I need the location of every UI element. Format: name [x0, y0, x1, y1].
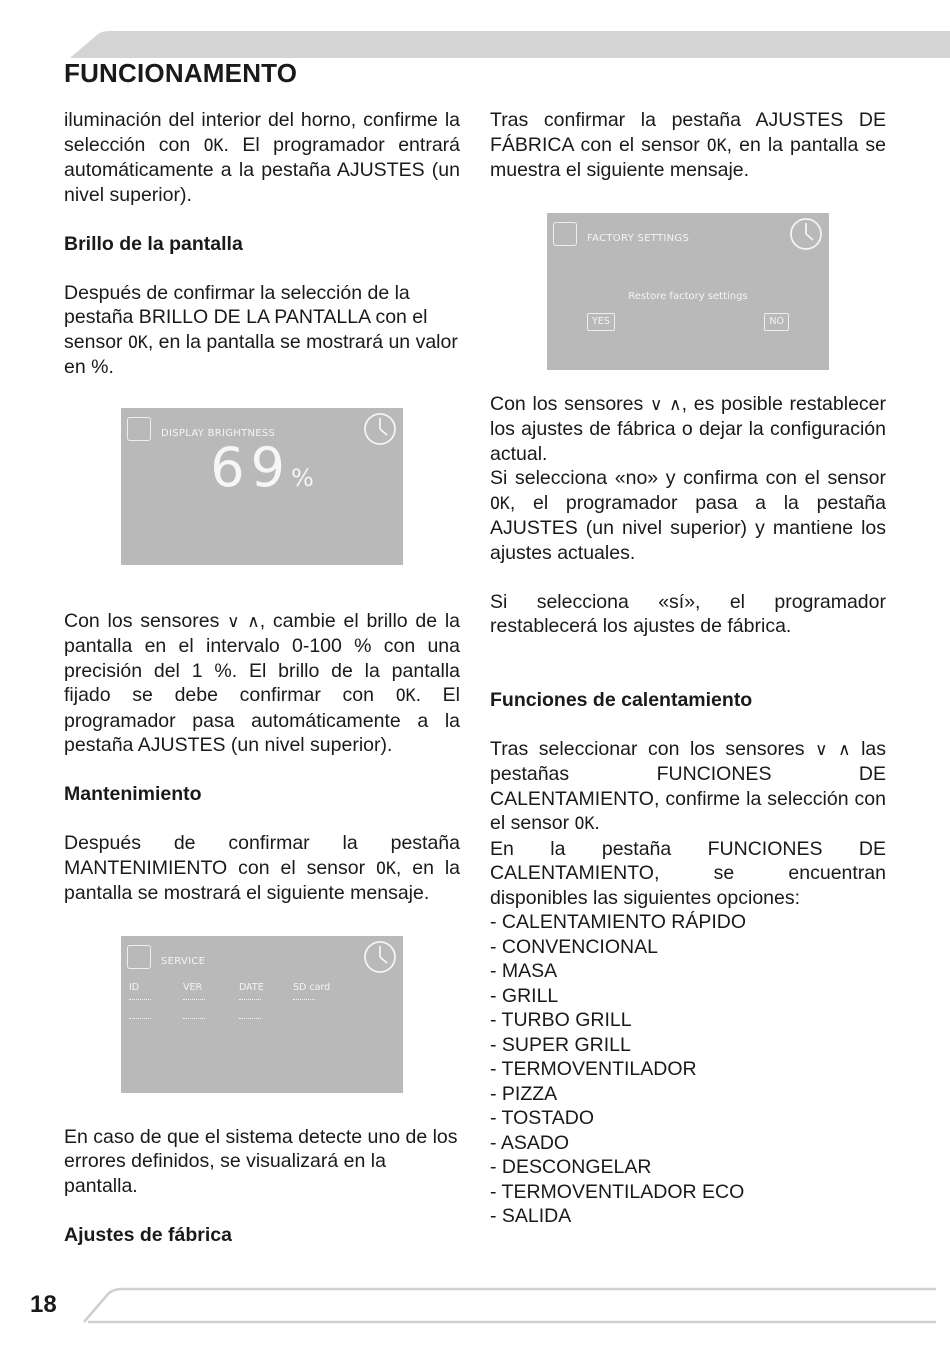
footer-band [80, 1286, 940, 1326]
list-item: - TURBO GRILL [490, 1009, 632, 1031]
paragraph: Tras confirmar la pestaña AJUSTES DE FÁBRICA con el sensor OK, en la pantalla se muestra el siguiente mensaje. [490, 109, 886, 181]
right-column [490, 108, 886, 1229]
clock-icon [363, 412, 397, 446]
service-col-id: ID [129, 981, 140, 993]
service-col-sdcard: SD card [293, 981, 331, 993]
paragraph: Si selecciona «no» y confirma con el sensor OK, el programador pasa a la pestaña AJUSTES (un nivel superior) y mantiene los ajustes actuales. [490, 467, 886, 564]
no-button[interactable]: NO [764, 313, 789, 331]
list-item: - SALIDA [490, 1205, 572, 1227]
yes-button[interactable]: YES [587, 313, 615, 331]
display-brightness-screen [121, 408, 403, 565]
paragraph: Después de confirmar la pestaña MANTENIMIENTO con el sensor OK, en la pantalla se mostrará el siguiente mensaje. [64, 832, 460, 904]
screen-title: FACTORY SETTINGS [587, 232, 690, 244]
restore-message: Restore factory settings [628, 290, 748, 302]
section-heading-brillo: Brillo de la pantalla [64, 232, 243, 255]
paragraph: Con los sensores ∨ ∧, cambie el brillo de la pantalla en el intervalo 0-100 % con una precisión del 1 %. El brillo de la pantalla fijado se debe confirmar con OK. El programador pasa automáticamente a la pestaña AJUSTES (un nivel superior). [64, 609, 461, 756]
paragraph: Con los sensores ∨ ∧, es posible restablecer los ajustes de fábrica o dejar la configuración actual. [490, 392, 887, 465]
screen-title: DISPLAY BRIGHTNESS [161, 427, 276, 439]
factory-settings-screen [547, 213, 829, 370]
clock-icon [789, 217, 823, 251]
list-item: - TOSTADO [490, 1107, 595, 1129]
paragraph: Después de confirmar la selección de la pestaña BRILLO DE LA PANTALLA con el sensor OK, en la pantalla se mostrará un valor en %. [64, 281, 458, 378]
list-item: - GRILL [490, 984, 559, 1007]
list-item: - ASADO [490, 1131, 570, 1154]
checkbox-icon [127, 417, 151, 441]
paragraph: En la pestaña FUNCIONES DE CALENTAMIENTO, se encuentran disponibles las siguientes opciones: [490, 837, 886, 909]
header-band [0, 0, 950, 62]
list-item: - SUPER GRILL [490, 1033, 631, 1056]
screen-title: SERVICE [161, 955, 206, 967]
service-col-ver: VER [183, 981, 203, 993]
down-chevron-icon: ∨ [227, 611, 240, 632]
paragraph: Tras seleccionar con los sensores ∨ ∧ las pestañas FUNCIONES DE CALENTAMIENTO, confirme la selección con el sensor OK. [490, 737, 886, 834]
section-heading-ajustes: Ajustes de fábrica [64, 1223, 232, 1246]
up-chevron-icon: ∧ [669, 394, 682, 415]
up-chevron-icon: ∧ [247, 611, 260, 632]
clock-icon [363, 940, 397, 974]
paragraph: iluminación del interior del horno, confirme la selección con OK. El programador entrará automáticamente a la pestaña AJUSTES (un nivel superior). [64, 109, 460, 206]
checkbox-icon [553, 222, 577, 246]
up-chevron-icon: ∧ [838, 739, 851, 760]
list-item: - DESCONGELAR [490, 1156, 652, 1178]
section-heading-funciones: Funciones de calentamiento [490, 688, 753, 711]
list-item: - TERMOVENTILADOR [490, 1058, 697, 1080]
down-chevron-icon: ∨ [815, 739, 828, 760]
paragraph: Si selecciona «sí», el programador restablecerá los ajustes de fábrica. [490, 590, 886, 637]
brightness-value: 69% [210, 435, 314, 499]
page-number: 18 [30, 1291, 57, 1318]
left-column [64, 108, 460, 1247]
heating-options-list [490, 910, 886, 1229]
page-title: FUNCIONAMENTO [64, 58, 298, 88]
service-screen [121, 936, 403, 1093]
down-chevron-icon: ∨ [649, 394, 663, 415]
list-item: - PIZZA [490, 1082, 558, 1105]
list-item: - TERMOVENTILADOR ECO [490, 1180, 745, 1203]
paragraph: En caso de que el sistema detecte uno de los errores definidos, se visualizará en la pantalla. [64, 1125, 458, 1197]
checkbox-icon [127, 945, 151, 969]
section-heading-mantenimiento: Mantenimiento [64, 783, 202, 805]
list-item: - CALENTAMIENTO RÁPIDO [490, 911, 747, 933]
service-col-date: DATE [239, 981, 264, 993]
list-item: - MASA [490, 960, 558, 982]
list-item: - CONVENCIONAL [490, 935, 658, 958]
